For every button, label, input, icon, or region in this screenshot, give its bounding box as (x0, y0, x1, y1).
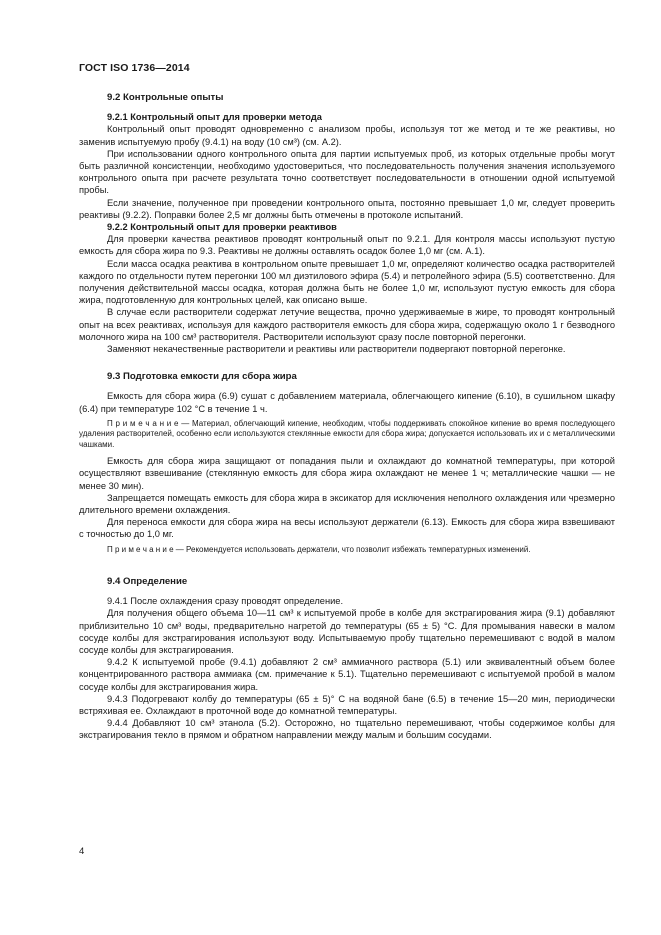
paragraph: Для получения общего объема 10—11 см³ к испытуемой пробе в колбе для экстрагирования жира (9.1) добавляют приблизительно 10 см³ воды, предварительно нагретой до температуры (65 ± 5) °С. Для промывания навески в малом сосуде колбы для экстрагирования используют воду. Испытываемую пробу тщательно перемешивают с водой в малом сосуде колбы для экстрагирования. (79, 608, 615, 655)
subsection-heading-9-2-2: 9.2.2 Контрольный опыт для проверки реактивов (107, 222, 337, 233)
paragraph: Если масса осадка реактива в контрольном опыте превышает 1,0 мг, определяют количество осадка растворителей каждого по отдельности путем перегонки 100 мл диэтилового эфира (5.4) и петролейного эфира (5.5) соответственно. Для получения действительной массы осадка, которая должна быть не более 1,0 мг, используют пустую емкость для сбора жира, подготовленную для контрольных целей, как описано выше. (79, 258, 615, 306)
note-label: П р и м е ч а н и е (107, 418, 179, 428)
paragraph: 9.4.1 После охлаждения сразу проводят определение. (107, 596, 344, 607)
note-text: — Материал, облегчающий кипение, необходим, чтобы поддерживать спокойное кипение во время последующего удаления растворителей, особенно если используются стеклянные емкости для сбора жира; допускается использовать их и с металлическими чашками. (79, 418, 616, 449)
page-number: 4 (79, 846, 85, 857)
note-text: — Рекомендуется использовать держатели, что позволит избежать температурных изменений. (173, 544, 531, 554)
document-body (79, 86, 615, 742)
note (79, 545, 615, 555)
paragraph: При использовании одного контрольного опыта для партии испытуемых проб, из которых отдельные пробы могут быть различной консистенции, необходимо удостовериться, что последовательность получения значения используемого контрольного опыта при расчете результата точно соответствует последовательности в отношении одной испытуемой пробы. (79, 148, 615, 196)
paragraph: 9.4.4 Добавляют 10 см³ этанола (5.2). Осторожно, но тщательно перемешивают, чтобы содержимое колбы для экстрагирования текло в прямом и обратном направлении между малым и большим сосудами. (79, 718, 615, 741)
paragraph: 9.4.3 Подогревают колбу до температуры (65 ± 5)° С на водяной бане (6.5) в течение 15—20 мин, периодически встряхивая ее. Охлаждают в проточной воде до комнатной температуры. (79, 693, 615, 716)
note (79, 419, 615, 450)
paragraph: Для проверки качества реактивов проводят контрольный опыт по 9.2.1. Для контроля массы используют пустую емкость для сбора жира по 9.3. Реактивы не должны оставлять осадок более 1,0 мг (см. А.1). (79, 234, 615, 257)
paragraph: Если значение, полученное при проведении контрольного опыта, постоянно превышает 1,0 мг, следует проверить реактивы (9.2.2). Поправки более 2,5 мг должны быть отмечены в протоколе испытаний. (79, 197, 615, 220)
paragraph: Емкость для сбора жира защищают от попадания пыли и охлаждают до комнатной температуры, при которой осуществляют взвешивание (стеклянную емкость для сбора жира охлаждают не менее 1 ч; металлические чашки — не менее 30 мин). (79, 456, 615, 491)
paragraph: Заменяют некачественные растворители и реактивы или растворители подвергают повторной перегонке. (107, 344, 566, 355)
paragraph: В случае если растворители содержат летучие вещества, прочно удерживаемые в жире, то проводят контрольный опыт на всех реактивах, используя для каждого растворителя емкость для сбора жира, содержащую около 1 г безводного молочного жира на 100 см³ растворителя. Растворители используют сразу после повторной перегонки. (79, 307, 615, 342)
section-heading-9-4: 9.4 Определение (107, 575, 188, 587)
paragraph: 9.4.2 К испытуемой пробе (9.4.1) добавляют 2 см³ аммиачного раствора (5.1) или эквивалентный объем более концентрированного раствора аммиака (см. примечание к 5.1). Тщательно перемешивают с испытуемой пробой в малом сосуде колбы для экстрагирования жира. (79, 657, 615, 692)
section-heading-9-2: 9.2 Контрольные опыты (107, 92, 224, 103)
paragraph: Контрольный опыт проводят одновременно с анализом пробы, используя тот же метод и те же реактивы, но заменив испытуемую пробу (9.4.1) на воду (10 см³) (см. А.2). (79, 124, 615, 147)
running-header: ГОСТ ISO 1736—2014 (79, 62, 190, 74)
paragraph: Емкость для сбора жира (6.9) сушат с добавлением материала, облегчающего кипение (6.10), в сушильном шкафу (6.4) при температуре 102 °С в течение 1 ч. (79, 391, 615, 414)
subsection-heading-9-2-1: 9.2.1 Контрольный опыт для проверки метода (107, 112, 322, 123)
note-label: П р и м е ч а н и е (107, 544, 174, 554)
section-heading-9-3: 9.3 Подготовка емкости для сбора жира (107, 371, 297, 383)
paragraph: Для переноса емкости для сбора жира на весы используют держатели (6.13). Емкость для сбора жира взвешивают с точностью до 1,0 мг. (79, 517, 615, 540)
paragraph: Запрещается помещать емкость для сбора жира в эксикатор для исключения неполного охлаждения или чрезмерно длительного времени охлаждения. (79, 492, 615, 515)
